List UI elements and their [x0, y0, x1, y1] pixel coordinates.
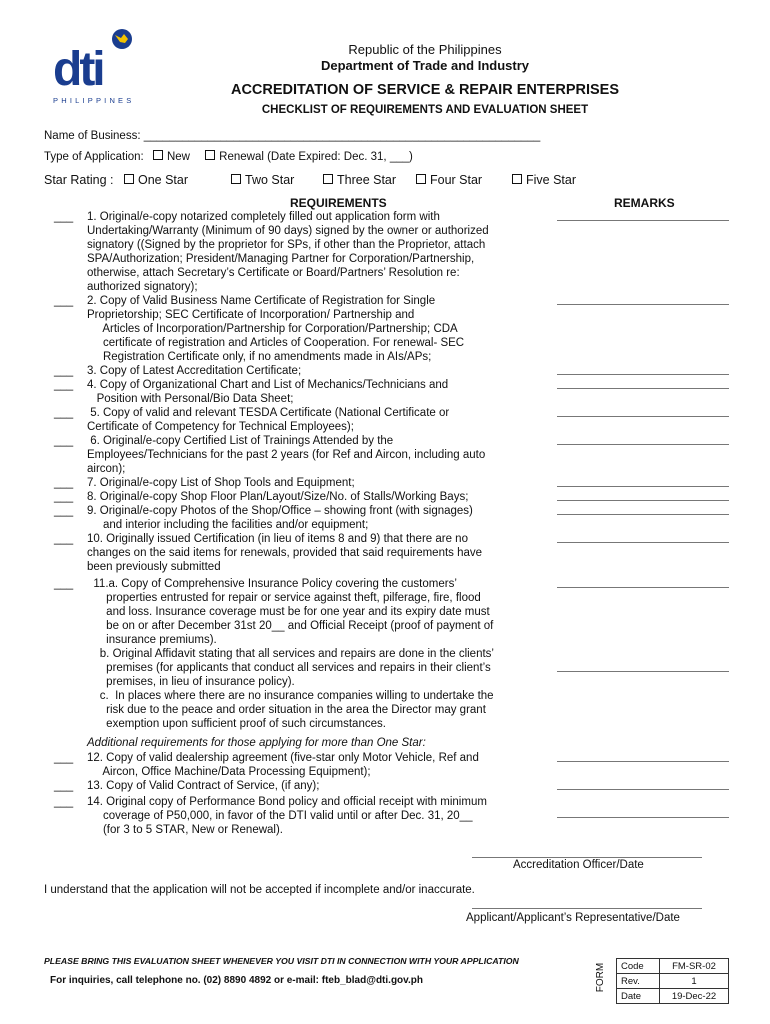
- understand-statement: I understand that the application will not be accepted if incomplete and/or inaccurate.: [44, 884, 475, 896]
- type-label: Type of Application:: [44, 151, 144, 163]
- check-mark-12[interactable]: ___: [54, 752, 74, 764]
- checkbox-renewal[interactable]: Renewal (Date Expired: Dec. 31, ___): [205, 151, 413, 163]
- form-rev-value: 1: [660, 974, 729, 989]
- star-five[interactable]: Five Star: [512, 173, 576, 187]
- form-code-label: Code: [617, 959, 660, 974]
- checkbox-icon: [323, 174, 333, 184]
- remark-line-5[interactable]: [557, 416, 729, 417]
- check-mark-1[interactable]: ___: [54, 211, 74, 223]
- check-mark-8[interactable]: ___: [54, 491, 74, 503]
- form-vertical-label: FORM: [595, 962, 607, 993]
- remark-line-1[interactable]: [557, 220, 729, 221]
- requirement-9: 9. Original/e-copy Photos of the Shop/Office – showing front (with signages) and interior including the facilities and/or equipment;: [87, 505, 473, 531]
- checkbox-icon: [205, 150, 215, 160]
- additional-requirements-note: Additional requirements for those applying for more than One Star:: [87, 737, 426, 749]
- remark-line-9[interactable]: [557, 514, 729, 515]
- requirement-3: 3. Copy of Latest Accreditation Certificate;: [87, 365, 302, 377]
- check-mark-13[interactable]: ___: [54, 780, 74, 792]
- bring-sheet-notice: PLEASE BRING THIS EVALUATION SHEET WHENEVER YOU VISIT DTI IN CONNECTION WITH YOUR APPLICATION: [44, 956, 519, 966]
- star-rating-label: Star Rating :: [44, 173, 114, 187]
- requirements-heading: REQUIREMENTS: [290, 196, 387, 210]
- remark-line-2[interactable]: [557, 304, 729, 305]
- remark-line-11a[interactable]: [557, 587, 729, 588]
- republic-heading: Republic of the Philippines: [348, 42, 502, 57]
- check-mark-11[interactable]: ___: [54, 578, 74, 590]
- check-mark-9[interactable]: ___: [54, 505, 74, 517]
- remark-line-6[interactable]: [557, 444, 729, 445]
- form-code-table: [616, 958, 729, 1004]
- form-date-label: Date: [617, 989, 660, 1004]
- remarks-heading: REMARKS: [614, 196, 675, 210]
- check-mark-6[interactable]: ___: [54, 435, 74, 447]
- requirement-13: 13. Copy of Valid Contract of Service, (if any);: [87, 780, 320, 792]
- requirement-5: 5. Copy of valid and relevant TESDA Certificate (National Certificate or Certificate of Competency for Technical Employees);: [87, 407, 450, 433]
- page-title: ACCREDITATION OF SERVICE & REPAIR ENTERPRISES: [230, 82, 620, 98]
- page-subtitle: CHECKLIST OF REQUIREMENTS AND EVALUATION SHEET: [261, 104, 589, 116]
- star-two[interactable]: Two Star: [231, 173, 294, 187]
- officer-signature-label: Accreditation Officer/Date: [513, 859, 644, 871]
- requirement-12: 12. Copy of valid dealership agreement (five-star only Motor Vehicle, Ref and Aircon, Office Machine/Data Processing Equipment);: [87, 752, 479, 778]
- requirement-1: 1. Original/e-copy notarized completely filled out application form with Undertaking/Warranty (Minimum of 90 days) signed by the owner or authorized signatory ((Signed by the proprietor for SPs, if other than the Proprietor, attach SPA/Authorization; President/Managing Partner for Corporation/Partnership, otherwise, attach Secretary’s Certificate or Board/Partners’ Resolution re: authorized signatory);: [87, 211, 489, 293]
- remark-line-14[interactable]: [557, 817, 729, 818]
- applicant-signature-label: Applicant/Applicant’s Representative/Date: [466, 912, 680, 924]
- remark-line-8[interactable]: [557, 500, 729, 501]
- requirement-6: 6. Original/e-copy Certified List of Trainings Attended by the Employees/Technicians for the past 2 years (for Ref and Aircon, including auto aircon);: [87, 435, 486, 475]
- applicant-signature-line[interactable]: [472, 908, 702, 909]
- logo-subtext: PHILIPPINES: [53, 96, 135, 105]
- remark-line-10[interactable]: [557, 542, 729, 543]
- checkbox-icon: [512, 174, 522, 184]
- remark-line-3[interactable]: [557, 374, 729, 375]
- department-heading: Department of Trade and Industry: [320, 58, 530, 73]
- checkbox-icon: [124, 174, 134, 184]
- form-date-value: 19-Dec-22: [660, 989, 729, 1004]
- star-one[interactable]: One Star: [124, 173, 188, 187]
- remark-line-11b[interactable]: [557, 671, 729, 672]
- check-mark-14[interactable]: ___: [54, 796, 74, 808]
- form-code-value: FM-SR-02: [660, 959, 729, 974]
- requirement-2: 2. Copy of Valid Business Name Certificate of Registration for Single Proprietorship; SEC Certificate of Incorporation/ Partnership and Articles of Incorporation/Partnership for Corporation/Partnership; CDA certificate of registration and Articles of Cooperation. For renewal- SEC Registration Certificate only, if no amendments made in AIs/APs;: [87, 295, 465, 363]
- inquiries-line: For inquiries, call telephone no. (02) 8890 4892 or e-mail: fteb_blad@dti.gov.ph: [50, 975, 423, 986]
- requirement-14: 14. Original copy of Performance Bond policy and official receipt with minimum coverage of P50,000, in favor of the DTI valid until or after Dec. 31, 20__ (for 3 to 5 STAR, New or Renewal).: [87, 796, 487, 836]
- requirement-11: 11.a. Copy of Comprehensive Insurance Policy covering the customers’ properties entrusted for repair or service against theft, pilferage, fire, flood and loss. Insurance coverage must be for one year and its expiry date must be on or after December 31st 20__ and Official Receipt (proof of payment of insurance premiums). b. Original Affidavit stating that all services and repairs are done in the clients’ premises (for applicants that conduct all services and repairs in their client’s premises, in lieu of insurance policy). c. In places where there are no insurance companies willing to undertake the risk due to the peace and order situation in the area the Director may grant exemption upon sufficient proof of such circumstances.: [93, 578, 494, 730]
- requirement-4: 4. Copy of Organizational Chart and List of Mechanics/Technicians and Position with Personal/Bio Data Sheet;: [87, 379, 449, 405]
- requirement-7: 7. Original/e-copy List of Shop Tools and Equipment;: [87, 477, 355, 489]
- check-mark-7[interactable]: ___: [54, 477, 74, 489]
- star-four[interactable]: Four Star: [416, 173, 482, 187]
- star-three[interactable]: Three Star: [323, 173, 396, 187]
- requirement-8: 8. Original/e-copy Shop Floor Plan/Layout/Size/No. of Stalls/Working Bays;: [87, 491, 469, 503]
- business-name-field[interactable]: Name of Business: ______________________________________________________________: [44, 130, 541, 142]
- officer-signature-line[interactable]: [472, 857, 702, 858]
- form-rev-label: Rev.: [617, 974, 660, 989]
- check-mark-2[interactable]: ___: [54, 295, 74, 307]
- checkbox-icon: [416, 174, 426, 184]
- check-mark-4[interactable]: ___: [54, 379, 74, 391]
- check-mark-3[interactable]: ___: [54, 365, 74, 377]
- checkbox-new[interactable]: New: [153, 151, 190, 163]
- requirement-10: 10. Originally issued Certification (in lieu of items 8 and 9) that there are no changes on the said items for renewals, provided that said requirements have been previously submitted: [87, 533, 483, 573]
- checkbox-icon: [231, 174, 241, 184]
- check-mark-10[interactable]: ___: [54, 533, 74, 545]
- checkbox-icon: [153, 150, 163, 160]
- type-of-application-row: [44, 150, 413, 163]
- remark-line-4[interactable]: [557, 388, 729, 389]
- check-mark-5[interactable]: ___: [54, 407, 74, 419]
- remark-line-13[interactable]: [557, 789, 729, 790]
- remark-line-7[interactable]: [557, 486, 729, 487]
- remark-line-12[interactable]: [557, 761, 729, 762]
- svg-text:dti: dti: [53, 43, 103, 96]
